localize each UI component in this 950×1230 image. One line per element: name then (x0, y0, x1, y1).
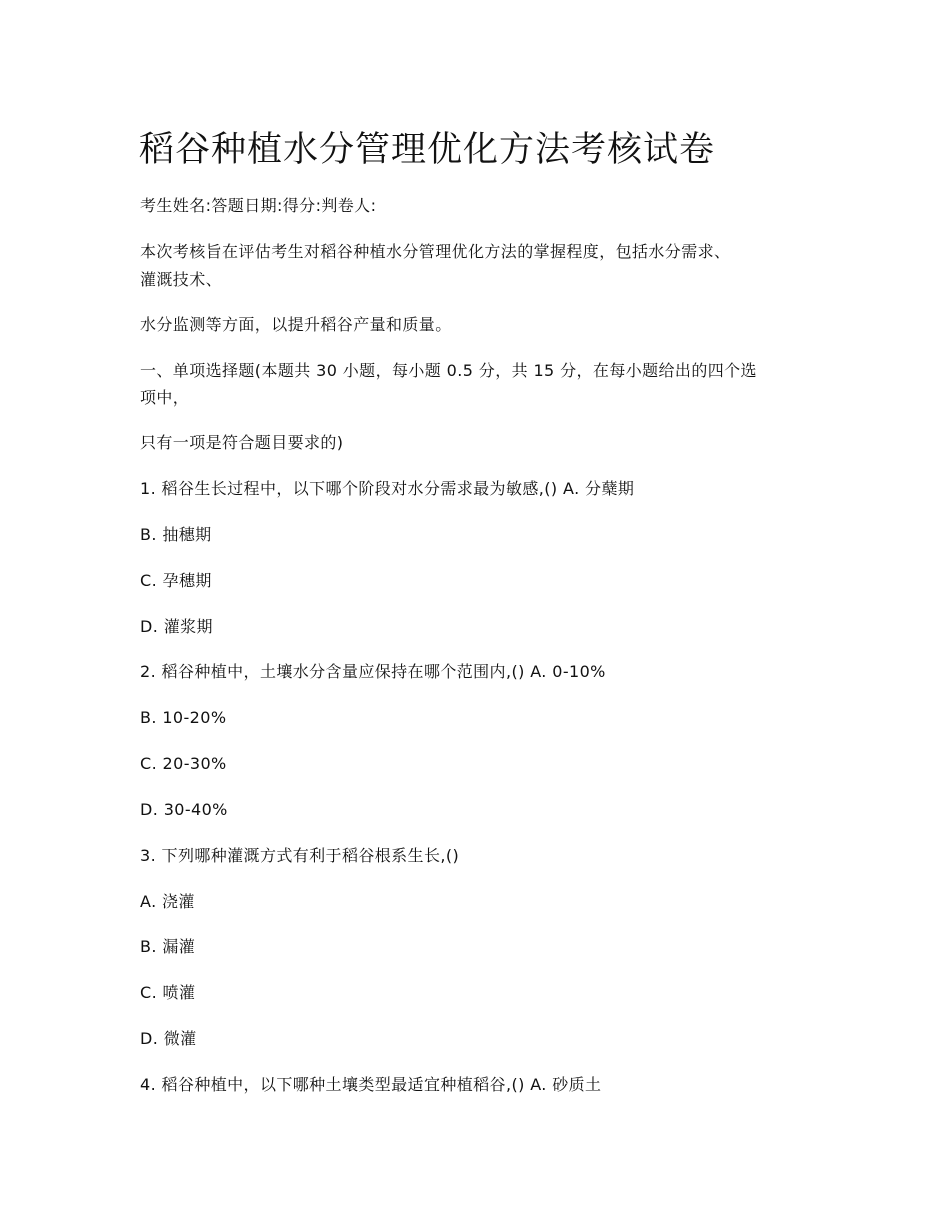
question-2-option-b: B. 10-20% (140, 708, 227, 727)
section-heading-line-1: 一、单项选择题(本题共 30 小题，每小题 0.5 分，共 15 分，在每小题给出的四个选 (140, 361, 757, 380)
question-2-option-d: D. 30-40% (140, 800, 228, 819)
page-title: 稻谷种植水分管理优化方法考核试卷 (139, 130, 716, 170)
question-3-stem: 3. 下列哪种灌溉方式有利于稻谷根系生长,() (140, 846, 460, 865)
section-heading-line-3: 只有一项是符合题目要求的) (140, 433, 344, 452)
candidate-info: 考生姓名:答题日期:得分:判卷人: (140, 196, 377, 215)
question-2-option-c: C. 20-30% (140, 754, 227, 773)
section-heading-line-2: 项中， (140, 388, 190, 407)
question-4-stem: 4. 稻谷种植中，以下哪种土壤类型最适宜种植稻谷,() A. 砂质土 (140, 1075, 602, 1094)
intro-line-3: 水分监测等方面，以提升稻谷产量和质量。 (140, 315, 452, 334)
question-3-option-d: D. 微灌 (140, 1029, 197, 1048)
question-2-stem: 2. 稻谷种植中，土壤水分含量应保持在哪个范围内,() A. 0-10% (140, 662, 606, 681)
question-1-option-d: D. 灌浆期 (140, 617, 213, 636)
question-1-option-b: B. 抽穗期 (140, 525, 212, 544)
question-3-option-b: B. 漏灌 (140, 937, 196, 956)
question-1-stem: 1. 稻谷生长过程中，以下哪个阶段对水分需求最为敏感,() A. 分蘖期 (140, 479, 635, 498)
question-3-option-c: C. 喷灌 (140, 983, 196, 1002)
question-3-option-a: A. 浇灌 (140, 892, 195, 911)
intro-line-1: 本次考核旨在评估考生对稻谷种植水分管理优化方法的掌握程度，包括水分需求、 (140, 242, 731, 261)
intro-line-2: 灌溉技术、 (140, 270, 223, 289)
question-1-option-c: C. 孕穗期 (140, 571, 212, 590)
